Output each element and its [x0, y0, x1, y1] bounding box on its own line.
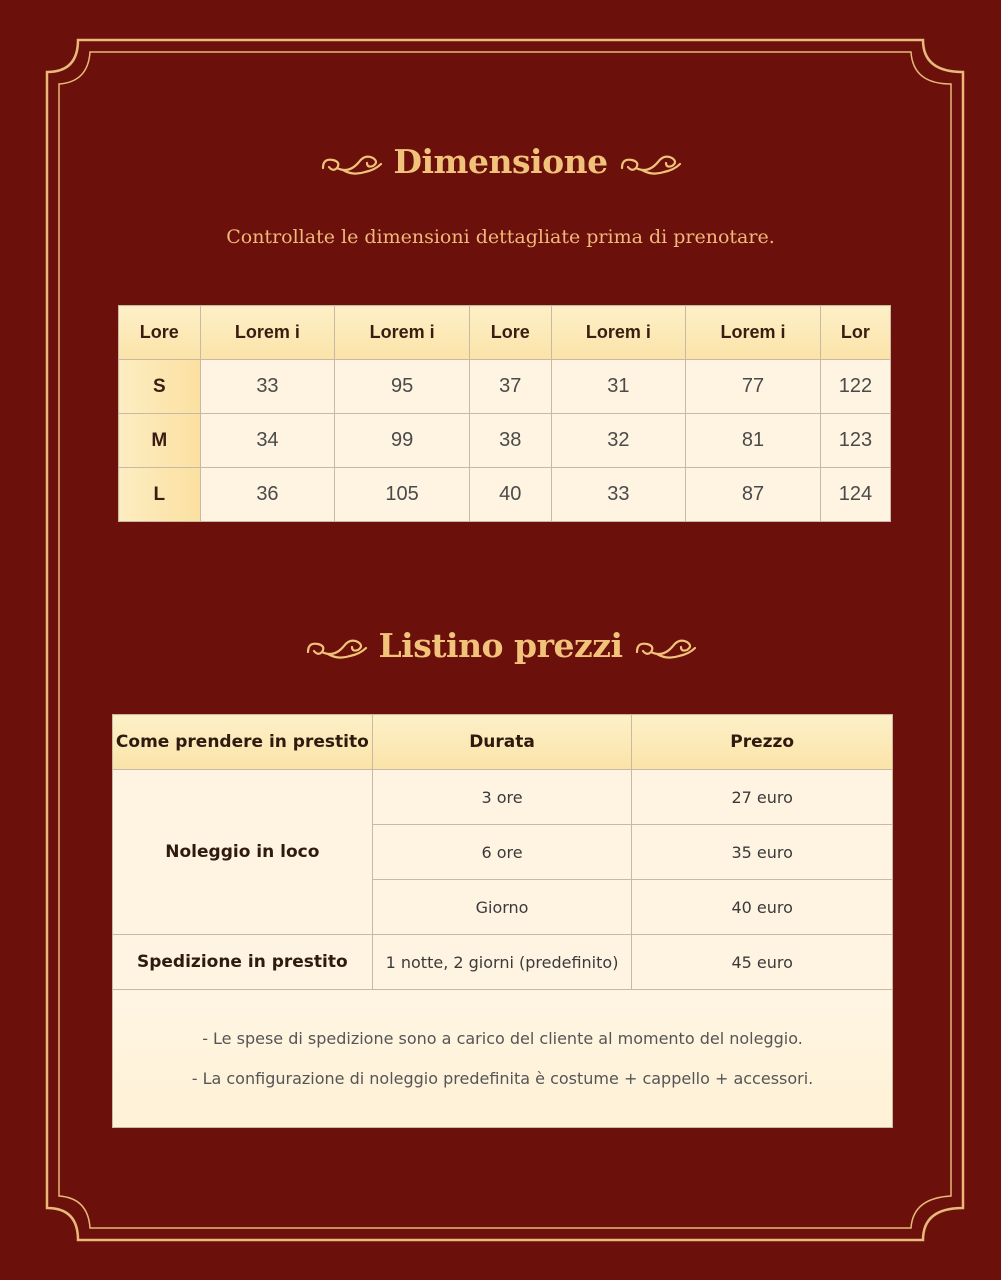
size-header-cell: Lorem i [551, 306, 686, 360]
size-value: 33 [200, 360, 335, 414]
duration-cell: 1 notte, 2 giorni (predefinito) [372, 935, 632, 990]
size-value: 32 [551, 414, 686, 468]
size-value: 124 [820, 468, 890, 522]
size-label: M [119, 414, 201, 468]
size-label: S [119, 360, 201, 414]
size-label: L [119, 468, 201, 522]
table-row [119, 360, 891, 414]
size-value: 122 [820, 360, 890, 414]
size-value: 95 [335, 360, 470, 414]
size-value: 77 [686, 360, 821, 414]
duration-cell: Giorno [372, 880, 632, 935]
price-header-duration: Durata [372, 715, 632, 770]
size-header-cell: Lore [119, 306, 201, 360]
size-section-title [0, 142, 1001, 181]
size-value: 37 [469, 360, 551, 414]
duration-cell: 3 ore [372, 770, 632, 825]
size-value: 33 [551, 468, 686, 522]
size-header-cell: Lor [820, 306, 890, 360]
price-cell: 27 euro [632, 770, 893, 825]
size-subtitle: Controllate le dimensioni dettagliate prima di prenotare. [226, 226, 775, 248]
table-row [113, 935, 893, 990]
price-table [112, 714, 893, 1128]
price-cell: 35 euro [632, 825, 893, 880]
size-header-cell: Lorem i [335, 306, 470, 360]
onsite-method: Noleggio in loco [113, 770, 373, 935]
price-section-title [0, 626, 1001, 665]
size-value: 123 [820, 414, 890, 468]
note-shipping: - Le spese di spedizione sono a carico del cliente al momento del noleggio. [202, 1028, 803, 1048]
size-header-cell: Lorem i [686, 306, 821, 360]
flourish-left-icon [304, 632, 368, 660]
price-title: Listino prezzi [378, 626, 623, 665]
flourish-left-icon [319, 148, 383, 176]
size-value: 40 [469, 468, 551, 522]
size-table [118, 305, 891, 522]
notes-cell [113, 990, 893, 1128]
price-header-method: Come prendere in prestito [113, 715, 373, 770]
size-value: 38 [469, 414, 551, 468]
size-header-cell: Lorem i [200, 306, 335, 360]
size-value: 31 [551, 360, 686, 414]
notes-row [113, 990, 893, 1128]
price-table-header-row [113, 715, 893, 770]
size-header-cell: Lore [469, 306, 551, 360]
flourish-right-icon [633, 632, 697, 660]
table-row [119, 414, 891, 468]
table-row [113, 770, 893, 825]
size-value: 99 [335, 414, 470, 468]
size-value: 81 [686, 414, 821, 468]
price-cell: 45 euro [632, 935, 893, 990]
size-value: 36 [200, 468, 335, 522]
price-header-price: Prezzo [632, 715, 893, 770]
duration-cell: 6 ore [372, 825, 632, 880]
size-table-header-row [119, 306, 891, 360]
shipping-method: Spedizione in prestito [113, 935, 373, 990]
size-value: 34 [200, 414, 335, 468]
note-configuration: - La configurazione di noleggio predefinita è costume + cappello + accessori. [191, 1068, 814, 1088]
size-title: Dimensione [393, 142, 608, 181]
table-row [119, 468, 891, 522]
size-value: 105 [335, 468, 470, 522]
price-cell: 40 euro [632, 880, 893, 935]
size-value: 87 [686, 468, 821, 522]
flourish-right-icon [618, 148, 682, 176]
